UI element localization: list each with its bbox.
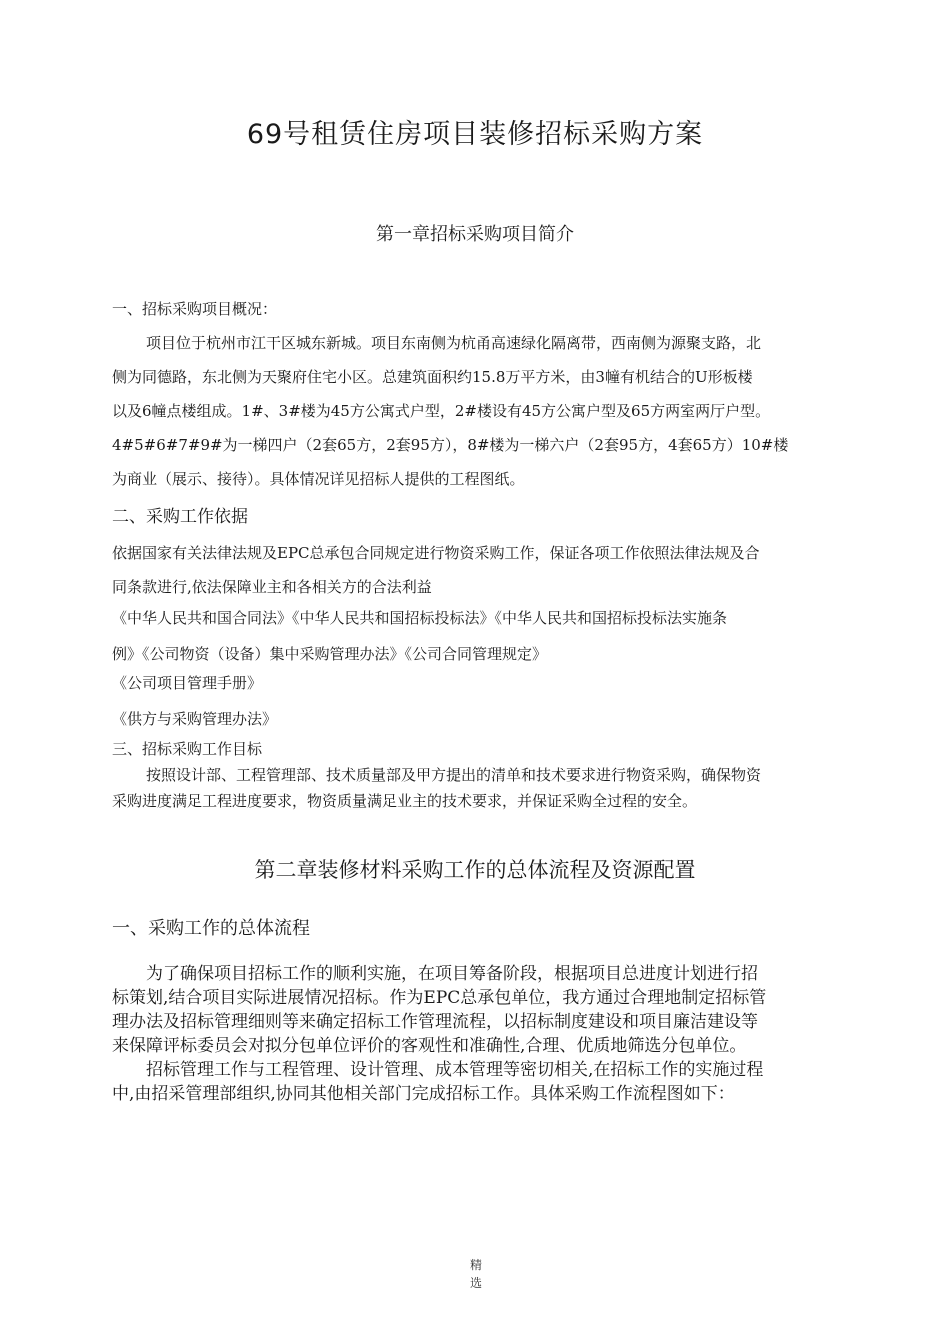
paragraph-line: 采购进度满足工程进度要求，物资质量满足业主的技术要求，并保证采购全过程的安全。 xyxy=(112,792,698,810)
section-heading: 一、招标采购项目概况： xyxy=(112,300,278,318)
regulation-line: 《中华人民共和国合同法》《中华人民共和国招标投标法》《中华人民共和国招标投标法实施条 xyxy=(112,609,728,627)
paragraph-line: 项目位于杭州市江干区城东新城。项目东南侧为杭甬高速绿化隔离带，西南侧为源聚支路，北 xyxy=(146,334,762,352)
paragraph-line: 4#5#6#7#9#为一梯四户（2套65方，2套95方），8#楼为一梯六户（2套95方，4套65方）10#楼 xyxy=(112,436,789,454)
section-basis-paragraph xyxy=(112,536,852,604)
regulation-list xyxy=(112,600,852,672)
section-objectives xyxy=(112,736,852,814)
page-footer xyxy=(466,1256,486,1292)
section-process-paragraph xyxy=(112,962,852,1106)
section-heading: 三、招标采购工作目标 xyxy=(112,740,263,758)
section-heading: 二、采购工作依据 xyxy=(112,507,248,527)
section-project-overview xyxy=(112,292,852,496)
regulation-line: 《供方与采购管理办法》 xyxy=(112,710,278,728)
paragraph-line: 标策划,结合项目实际进展情况招标。作为EPC总承包单位，我方通过合理地制定招标管 xyxy=(112,988,767,1008)
footer-text: 精 xyxy=(469,1258,482,1272)
paragraph-line: 以及6幢点楼组成。1#、3#楼为45方公寓式户型，2#楼设有45方公寓户型及65方两室两厅户型。 xyxy=(112,402,771,420)
regulation-line: 例》《公司物资（设备）集中采购管理办法》《公司合同管理规定》 xyxy=(112,645,548,663)
paragraph-line: 理办法及招标管理细则等来确定招标工作管理流程，以招标制度建设和项目廉洁建设等 xyxy=(112,1012,758,1032)
section-heading: 一、采购工作的总体流程 xyxy=(112,918,310,939)
paragraph-line: 侧为同德路，东北侧为天聚府住宅小区。总建筑面积约15.8万平方米，由3幢有机结合的U形板楼 xyxy=(112,368,753,386)
paragraph-line: 依据国家有关法律法规及EPC总承包合同规定进行物资采购工作，保证各项工作依照法律法规及合 xyxy=(112,544,760,562)
paragraph-line: 为商业（展示、接待）。具体情况详见招标人提供的工程图纸。 xyxy=(112,470,525,488)
document-title: 69号租赁住房项目装修招标采购方案 xyxy=(246,119,704,150)
footer-text: 选 xyxy=(469,1276,482,1290)
paragraph-line: 招标管理工作与工程管理、设计管理、成本管理等密切相关,在招标工作的实施过程 xyxy=(146,1060,764,1080)
regulation-line: 《公司项目管理手册》 xyxy=(112,674,263,692)
chapter-1-heading: 第一章招标采购项目简介 xyxy=(376,224,574,245)
paragraph-line: 同条款进行,依法保障业主和各相关方的合法利益 xyxy=(112,578,432,596)
paragraph-line: 按照设计部、工程管理部、技术质量部及甲方提出的清单和技术要求进行物资采购，确保物资 xyxy=(146,766,762,784)
paragraph-line: 来保障评标委员会对拟分包单位评价的客观性和准确性,合理、优质地筛选分包单位。 xyxy=(112,1036,747,1056)
paragraph-line: 中,由招采管理部组织,协同其他相关部门完成招标工作。具体采购工作流程图如下： xyxy=(112,1084,735,1104)
paragraph-line: 为了确保项目招标工作的顺利实施，在项目筹备阶段，根据项目总进度计划进行招 xyxy=(146,964,758,984)
chapter-2-heading: 第二章装修材料采购工作的总体流程及资源配置 xyxy=(254,858,696,882)
